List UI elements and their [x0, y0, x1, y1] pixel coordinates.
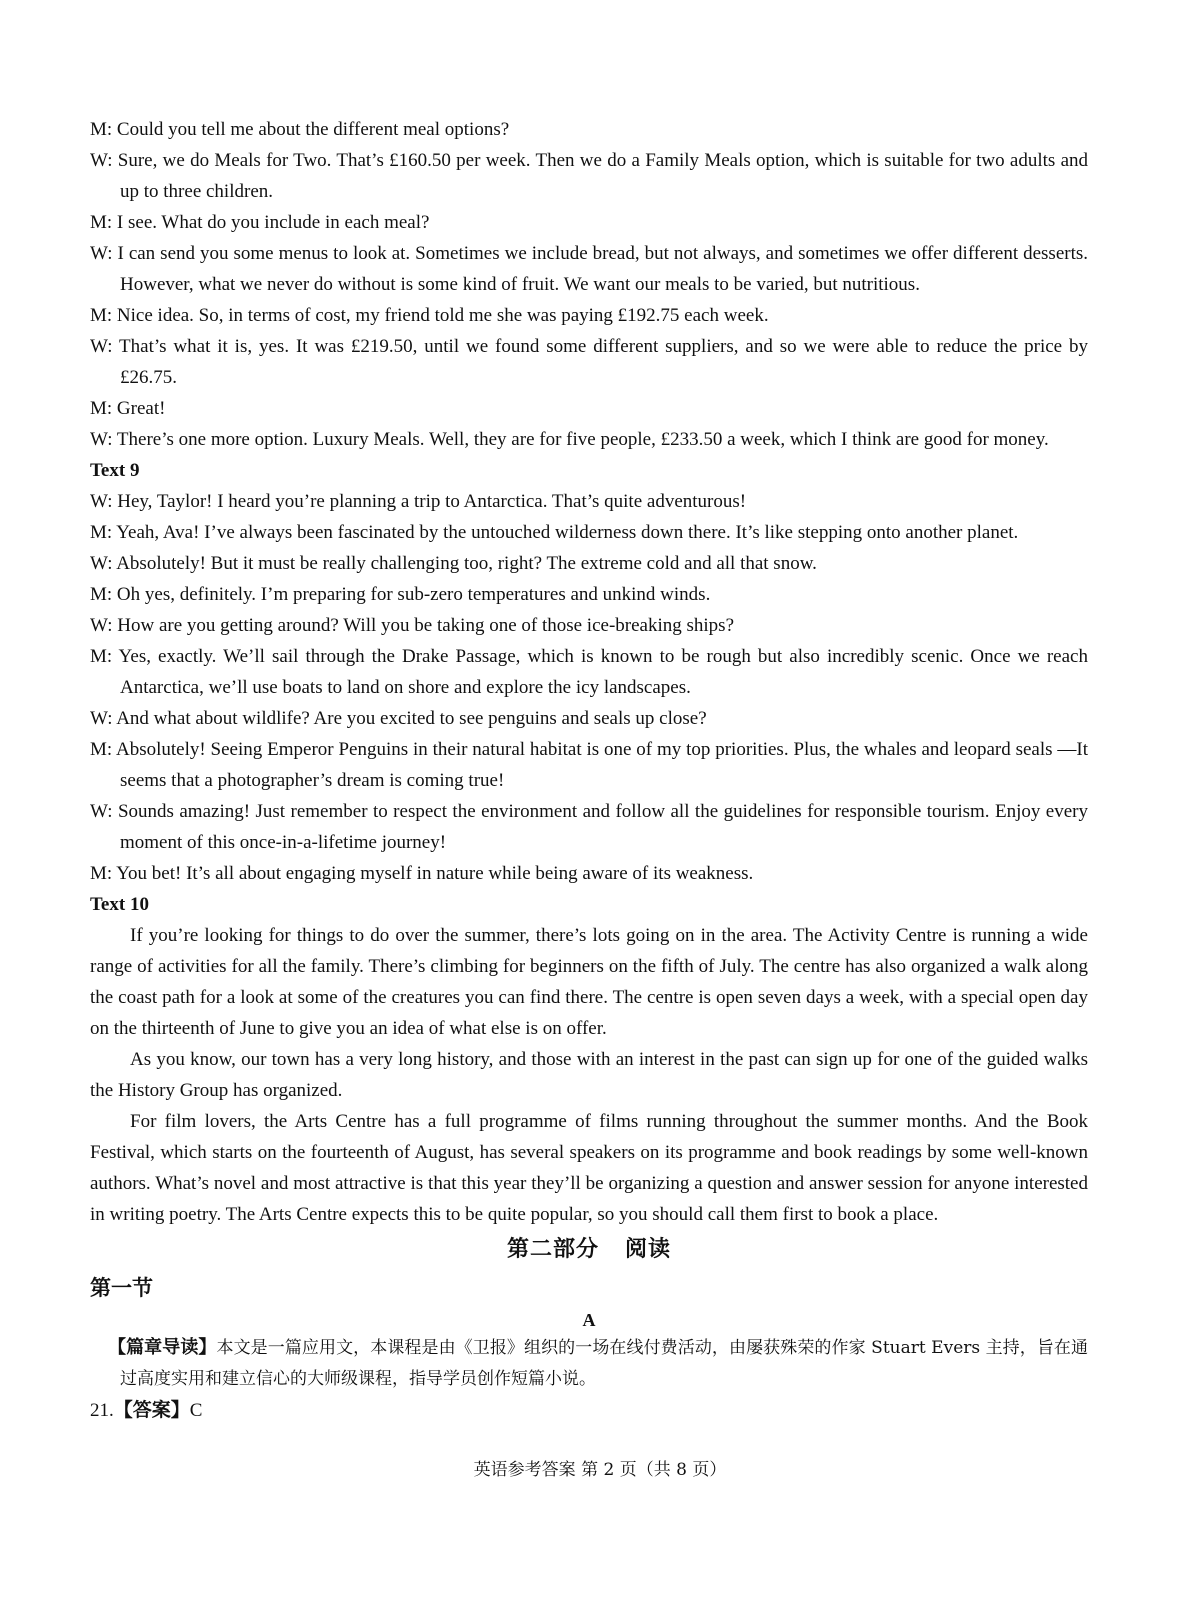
- passage-guide: [90, 1332, 1088, 1394]
- dialogue-line: M: You bet! It’s all about engaging myself in nature while being aware of its weakness.: [90, 863, 754, 884]
- text9-dialogue: [90, 486, 1088, 889]
- section-title: 第一节: [90, 1276, 153, 1300]
- dialogue-line: W: That’s what it is, yes. It was £219.50, until we found some different suppliers, and so we were able to reduce the price by £26.75.: [90, 336, 1088, 388]
- dialogue-line: W: Sure, we do Meals for Two. That’s £160.50 per week. Then we do a Family Meals option, which is suitable for two adults and up to three children.: [90, 150, 1088, 202]
- dialogue-line: W: I can send you some menus to look at. Sometimes we include bread, but not always, and sometimes we offer different desserts. However, what we never do without is some kind of fruit. We want our meals to be varied, but nutritious.: [90, 243, 1088, 295]
- dialogue-line: M: Yes, exactly. We’ll sail through the Drake Passage, which is known to be rough but also incredibly scenic. Once we reach Antarctica, we’ll use boats to land on shore and explore the icy landscapes.: [90, 646, 1088, 698]
- dialogue-line: W: There’s one more option. Luxury Meals. Well, they are for five people, £233.50 a week, which I think are good for money.: [90, 429, 1049, 450]
- document-page: [90, 114, 1088, 1427]
- dialogue-line: M: Great!: [90, 398, 166, 419]
- passage-paragraph: As you know, our town has a very long history, and those with an interest in the past can sign up for one of the guided walks the History Group has organized.: [90, 1049, 1088, 1101]
- dialogue-line: M: Oh yes, definitely. I’m preparing for sub-zero temperatures and unkind winds.: [90, 584, 711, 605]
- answer-line: [90, 1394, 1088, 1427]
- dialogue-line: W: And what about wildlife? Are you excited to see penguins and seals up close?: [90, 708, 707, 729]
- dialogue-line: W: Hey, Taylor! I heard you’re planning a trip to Antarctica. That’s quite adventurous!: [90, 491, 747, 512]
- answer-number: 21.: [90, 1400, 114, 1421]
- text10-passage: [90, 920, 1088, 1230]
- dialogue-line: M: Absolutely! Seeing Emperor Penguins in their natural habitat is one of my top priorities. Plus, the whales and leopard seals —It seems that a photographer’s dream is coming true!: [90, 739, 1088, 791]
- passage-paragraph: If you’re looking for things to do over the summer, there’s lots going on in the area. The Activity Centre is running a wide range of activities for all the family. There’s climbing for beginners on the fifth of July. The centre has also organized a walk along the coast path for a look at some of the creatures you can find there. The centre is open seven days a week, with a special open day on the thirteenth of June to give you an idea of what else is on offer.: [90, 925, 1088, 1039]
- dialogue-line: M: Yeah, Ava! I’ve always been fascinated by the untouched wilderness down there. It’s like stepping onto another planet.: [90, 522, 1019, 543]
- text8-dialogue: [90, 114, 1088, 455]
- guide-tag: 【篇章导读】: [108, 1337, 217, 1358]
- part-title: [90, 1234, 1088, 1266]
- dialogue-line: M: I see. What do you include in each meal?: [90, 212, 430, 233]
- dialogue-line: W: Absolutely! But it must be really challenging too, right? The extreme cold and all that snow.: [90, 553, 817, 574]
- guide-text: 本文是一篇应用文，本课程是由《卫报》组织的一场在线付费活动，由屡获殊荣的作家 Stuart Evers 主持，旨在通过高度实用和建立信心的大师级课程，指导学员创作短篇小说。: [120, 1338, 1089, 1389]
- dialogue-line: W: Sounds amazing! Just remember to respect the environment and follow all the guidelines for responsible tourism. Enjoy every moment of this once-in-a-lifetime journey!: [90, 801, 1088, 853]
- answer-value: C: [189, 1400, 203, 1421]
- dialogue-line: M: Could you tell me about the different meal options?: [90, 119, 510, 140]
- dialogue-line: W: How are you getting around? Will you be taking one of those ice-breaking ships?: [90, 615, 735, 636]
- part-name: 阅读: [625, 1237, 672, 1262]
- dialogue-line: M: Nice idea. So, in terms of cost, my friend told me she was paying £192.75 each week.: [90, 305, 769, 326]
- answer-tag: 【答案】: [113, 1399, 190, 1421]
- passage-paragraph: For film lovers, the Arts Centre has a full programme of films running throughout the summer months. And the Book Festival, which starts on the fourteenth of August, has several speakers on its programme and book readings by some well-known authors. What’s novel and most attractive is that this year they’ll be organizing a question and answer session for anyone interested in writing poetry. The Arts Centre expects this to be quite popular, so you should call them first to book a place.: [90, 1111, 1088, 1225]
- part-number: 第二部分: [506, 1237, 599, 1262]
- page-footer: 英语参考答案 第 2 页（共 8 页）: [473, 1460, 727, 1480]
- passage-letter: A: [582, 1310, 596, 1330]
- text9-heading: Text 9: [90, 460, 140, 481]
- text10-heading: Text 10: [90, 894, 149, 915]
